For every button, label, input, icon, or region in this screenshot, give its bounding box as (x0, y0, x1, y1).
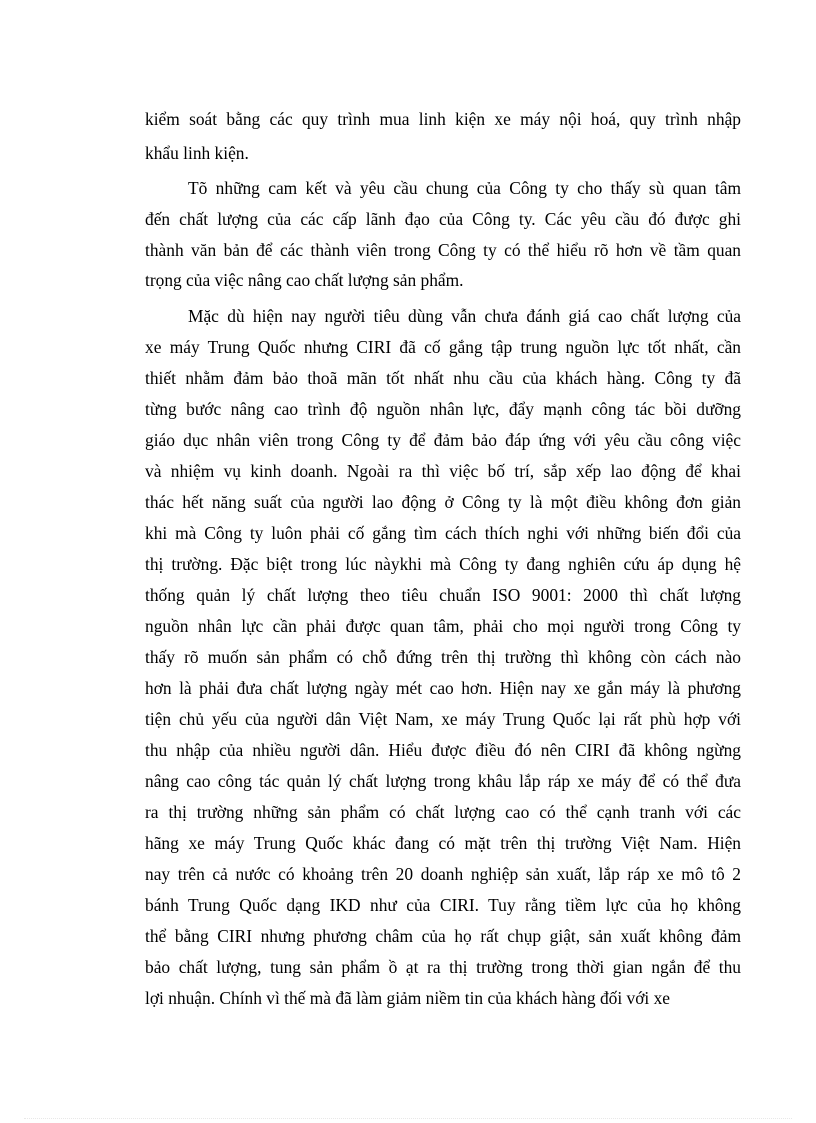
body-text-line: thu nhập của nhiều người dân. Hiểu được điều đó nên CIRI đã không ngừng (145, 740, 741, 760)
body-text-line: bánh Trung Quốc dạng IKD như của CIRI. Tuy rằng tiềm lực của họ không (145, 895, 741, 915)
body-text-line: nguồn nhân lực cần phải được quan tâm, phải cho mọi người trong Công ty (145, 616, 741, 636)
body-text-line: trọng của việc nâng cao chất lượng sản phẩm. (145, 270, 464, 290)
body-text-line: thiết nhằm đảm bảo thoã mãn tốt nhất nhu cầu của khách hàng. Công ty đã (145, 368, 741, 388)
body-text-line: hơn là phải đưa chất lượng ngày mét cao hơn. Hiện nay xe gắn máy là phương (145, 678, 741, 698)
body-text-line: kiểm soát bằng các quy trình mua linh kiện xe máy nội hoá, quy trình nhập (145, 109, 741, 129)
body-text-line: giáo dục nhân viên trong Công ty để đảm bảo đáp ứng với yêu cầu công việc (145, 430, 741, 450)
body-text-line: thấy rõ muốn sản phẩm có chỗ đứng trên thị trường thì không còn cách nào (145, 647, 741, 667)
body-text-line: Mặc dù hiện nay người tiêu dùng vẫn chưa đánh giá cao chất lượng của (188, 306, 741, 326)
body-text-line: và nhiệm vụ kinh doanh. Ngoài ra thì việc bố trí, sắp xếp lao động để khai (145, 461, 741, 481)
page-bottom-rule (24, 1118, 792, 1119)
body-text-line: bảo chất lượng, tung sản phẩm ồ ạt ra thị trường trong thời gian ngắn để thu (145, 957, 741, 977)
body-text-line: Tõ những cam kết và yêu cầu chung của Công ty cho thấy sù quan tâm (188, 178, 741, 198)
body-text-line: đến chất lượng của các cấp lãnh đạo của Công ty. Các yêu cầu đó được ghi (145, 209, 741, 229)
body-text-line: xe máy Trung Quốc nhưng CIRI đã cố gắng tập trung nguồn lực tốt nhất, cần (145, 337, 741, 357)
body-text-line: ra thị trường những sản phẩm có chất lượng cao có thể cạnh tranh với các (145, 802, 741, 822)
body-text-line: khi mà Công ty luôn phải cố gắng tìm cách thích nghi với những biến đổi của (145, 523, 741, 543)
body-text-line: thành văn bản để các thành viên trong Công ty có thể hiểu rõ hơn về tầm quan (145, 240, 741, 260)
body-text-line: từng bước nâng cao trình độ nguồn nhân lực, đẩy mạnh công tác bồi dưỡng (145, 399, 741, 419)
body-text-line: nâng cao công tác quản lý chất lượng trong khâu lắp ráp xe máy để có thể đưa (145, 771, 741, 791)
body-text-line: hãng xe máy Trung Quốc khác đang có mặt trên thị trường Việt Nam. Hiện (145, 833, 741, 853)
body-text-line: thị trường. Đặc biệt trong lúc nàykhi mà Công ty đang nghiên cứu áp dụng hệ (145, 554, 741, 574)
body-text-line: thác hết năng suất của người lao động ở Công ty là một điều không đơn giản (145, 492, 741, 512)
body-text-line: tiện chủ yếu của người dân Việt Nam, xe máy Trung Quốc lại rất phù hợp với (145, 709, 741, 729)
body-text-line: nay trên cả nước có khoảng trên 20 doanh nghiệp sản xuất, lắp ráp xe mô tô 2 (145, 864, 741, 884)
body-text-line: lợi nhuận. Chính vì thế mà đã làm giảm niềm tin của khách hàng đối với xe (145, 988, 671, 1008)
body-text-line: thể bằng CIRI nhưng phương châm của họ rất chụp giật, sản xuất không đảm (145, 926, 741, 946)
body-text-line: khẩu linh kiện. (145, 143, 249, 163)
body-text-line: thống quản lý chất lượng theo tiêu chuẩn ISO 9001: 2000 thì chất lượng (145, 585, 741, 605)
